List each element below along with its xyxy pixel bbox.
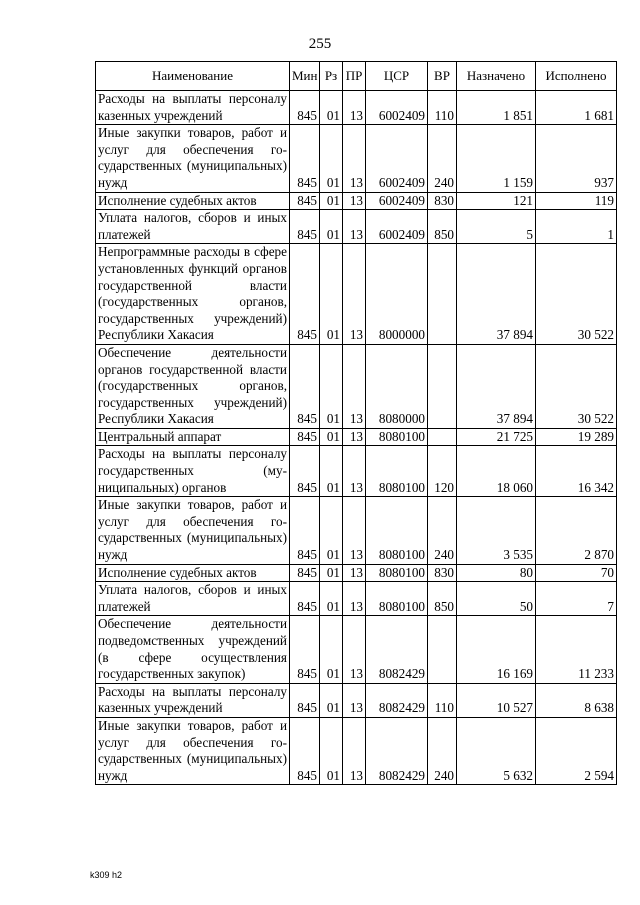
- cell-min: 845: [290, 582, 320, 616]
- cell-executed: 30 522: [536, 344, 617, 428]
- cell-rz: 01: [320, 446, 343, 497]
- header-min: Мин: [290, 62, 320, 91]
- cell-rz: 01: [320, 428, 343, 446]
- cell-name: Непрограммные расходы в сфере установленных функций органов государственной власти (государственных органов, государственных учреждений) Республики Хакасия: [96, 244, 290, 345]
- cell-pr: 13: [343, 616, 366, 683]
- cell-executed: 937: [536, 125, 617, 192]
- cell-csr: 6002409: [366, 192, 428, 210]
- cell-rz: 01: [320, 616, 343, 683]
- cell-rz: 01: [320, 717, 343, 784]
- header-vr: ВР: [428, 62, 457, 91]
- cell-csr: 8080100: [366, 582, 428, 616]
- cell-assigned: 16 169: [457, 616, 536, 683]
- cell-min: 845: [290, 91, 320, 125]
- cell-name: Расходы на выплаты персоналу казенных учреждений: [96, 91, 290, 125]
- cell-assigned: 21 725: [457, 428, 536, 446]
- cell-assigned: 1 851: [457, 91, 536, 125]
- cell-csr: 8082429: [366, 717, 428, 784]
- cell-assigned: 3 535: [457, 497, 536, 564]
- cell-csr: 8080100: [366, 446, 428, 497]
- cell-name: Уплата налогов, сборов и иных платежей: [96, 582, 290, 616]
- cell-assigned: 18 060: [457, 446, 536, 497]
- cell-assigned: 37 894: [457, 344, 536, 428]
- table-row: [96, 428, 617, 446]
- cell-vr: [428, 616, 457, 683]
- cell-rz: 01: [320, 125, 343, 192]
- cell-executed: 16 342: [536, 446, 617, 497]
- cell-min: 845: [290, 125, 320, 192]
- cell-assigned: 121: [457, 192, 536, 210]
- cell-vr: 240: [428, 717, 457, 784]
- page-number: 255: [308, 36, 332, 52]
- cell-executed: 2 594: [536, 717, 617, 784]
- cell-pr: 13: [343, 125, 366, 192]
- table-row: [96, 582, 617, 616]
- cell-rz: 01: [320, 582, 343, 616]
- cell-vr: [428, 344, 457, 428]
- cell-vr: [428, 244, 457, 345]
- cell-rz: 01: [320, 244, 343, 345]
- cell-rz: 01: [320, 683, 343, 717]
- cell-vr: 830: [428, 192, 457, 210]
- cell-name: Исполнение судебных актов: [96, 564, 290, 582]
- cell-min: 845: [290, 344, 320, 428]
- cell-rz: 01: [320, 344, 343, 428]
- cell-csr: 6002409: [366, 210, 428, 244]
- cell-pr: 13: [343, 244, 366, 345]
- cell-min: 845: [290, 616, 320, 683]
- cell-min: 845: [290, 564, 320, 582]
- cell-executed: 11 233: [536, 616, 617, 683]
- cell-csr: 8080100: [366, 497, 428, 564]
- cell-pr: 13: [343, 497, 366, 564]
- cell-csr: 8000000: [366, 244, 428, 345]
- cell-vr: 110: [428, 91, 457, 125]
- cell-name: Расходы на выплаты персоналу государственных (муниципальных) органов: [96, 446, 290, 497]
- cell-rz: 01: [320, 192, 343, 210]
- cell-vr: 240: [428, 125, 457, 192]
- table-row: [96, 344, 617, 428]
- cell-min: 845: [290, 244, 320, 345]
- cell-pr: 13: [343, 210, 366, 244]
- table-row: [96, 717, 617, 784]
- cell-vr: [428, 428, 457, 446]
- cell-executed: 2 870: [536, 497, 617, 564]
- cell-pr: 13: [343, 564, 366, 582]
- header-assigned: Назначено: [457, 62, 536, 91]
- cell-name: Обеспечение деятельности органов государственной власти (государственных органов, государственных учреждений) Республики Хакасия: [96, 344, 290, 428]
- header-csr: ЦСР: [366, 62, 428, 91]
- table-row: [96, 564, 617, 582]
- table-row: [96, 683, 617, 717]
- cell-executed: 30 522: [536, 244, 617, 345]
- budget-table: [95, 61, 617, 785]
- cell-min: 845: [290, 497, 320, 564]
- cell-executed: 119: [536, 192, 617, 210]
- header-executed: Исполнено: [536, 62, 617, 91]
- header-pr: ПР: [343, 62, 366, 91]
- cell-pr: 13: [343, 344, 366, 428]
- cell-executed: 7: [536, 582, 617, 616]
- cell-csr: 8082429: [366, 616, 428, 683]
- cell-rz: 01: [320, 210, 343, 244]
- cell-csr: 6002409: [366, 125, 428, 192]
- cell-vr: 110: [428, 683, 457, 717]
- cell-rz: 01: [320, 91, 343, 125]
- table-row: [96, 91, 617, 125]
- cell-assigned: 80: [457, 564, 536, 582]
- table-row: [96, 210, 617, 244]
- cell-csr: 8080100: [366, 428, 428, 446]
- cell-name: Иные закупки товаров, работ и услуг для обеспечения государственных (муниципальных) нужд: [96, 125, 290, 192]
- cell-name: Центральный аппарат: [96, 428, 290, 446]
- table-row: [96, 244, 617, 345]
- cell-rz: 01: [320, 564, 343, 582]
- cell-pr: 13: [343, 717, 366, 784]
- cell-name: Расходы на выплаты персоналу казенных учреждений: [96, 683, 290, 717]
- cell-executed: 70: [536, 564, 617, 582]
- cell-name: Уплата налогов, сборов и иных платежей: [96, 210, 290, 244]
- cell-assigned: 10 527: [457, 683, 536, 717]
- cell-name: Исполнение судебных актов: [96, 192, 290, 210]
- cell-csr: 6002409: [366, 91, 428, 125]
- cell-csr: 8082429: [366, 683, 428, 717]
- cell-min: 845: [290, 717, 320, 784]
- cell-executed: 1: [536, 210, 617, 244]
- cell-assigned: 1 159: [457, 125, 536, 192]
- cell-rz: 01: [320, 497, 343, 564]
- cell-pr: 13: [343, 582, 366, 616]
- cell-vr: 240: [428, 497, 457, 564]
- table-row: [96, 616, 617, 683]
- cell-vr: 830: [428, 564, 457, 582]
- table-row: [96, 497, 617, 564]
- header-name: Наименование: [96, 62, 290, 91]
- cell-min: 845: [290, 192, 320, 210]
- cell-min: 845: [290, 210, 320, 244]
- cell-executed: 8 638: [536, 683, 617, 717]
- table-row: [96, 446, 617, 497]
- cell-pr: 13: [343, 428, 366, 446]
- cell-name: Обеспечение деятельности подведомственных учреждений (в сфере осуществления государственных закупок): [96, 616, 290, 683]
- header-rz: Рз: [320, 62, 343, 91]
- cell-min: 845: [290, 683, 320, 717]
- cell-name: Иные закупки товаров, работ и услуг для обеспечения государственных (муниципальных) нужд: [96, 497, 290, 564]
- cell-vr: 120: [428, 446, 457, 497]
- cell-executed: 19 289: [536, 428, 617, 446]
- table-header-row: [96, 62, 617, 91]
- cell-name: Иные закупки товаров, работ и услуг для обеспечения государственных (муниципальных) нужд: [96, 717, 290, 784]
- cell-assigned: 5 632: [457, 717, 536, 784]
- cell-assigned: 5: [457, 210, 536, 244]
- cell-vr: 850: [428, 210, 457, 244]
- cell-assigned: 50: [457, 582, 536, 616]
- cell-assigned: 37 894: [457, 244, 536, 345]
- cell-csr: 8080100: [366, 564, 428, 582]
- footer-code: k309 h2: [90, 870, 123, 880]
- cell-min: 845: [290, 446, 320, 497]
- cell-pr: 13: [343, 683, 366, 717]
- cell-pr: 13: [343, 446, 366, 497]
- cell-csr: 8080000: [366, 344, 428, 428]
- cell-min: 845: [290, 428, 320, 446]
- cell-executed: 1 681: [536, 91, 617, 125]
- cell-pr: 13: [343, 91, 366, 125]
- cell-pr: 13: [343, 192, 366, 210]
- table-body: [96, 91, 617, 785]
- cell-vr: 850: [428, 582, 457, 616]
- table-row: [96, 192, 617, 210]
- table-row: [96, 125, 617, 192]
